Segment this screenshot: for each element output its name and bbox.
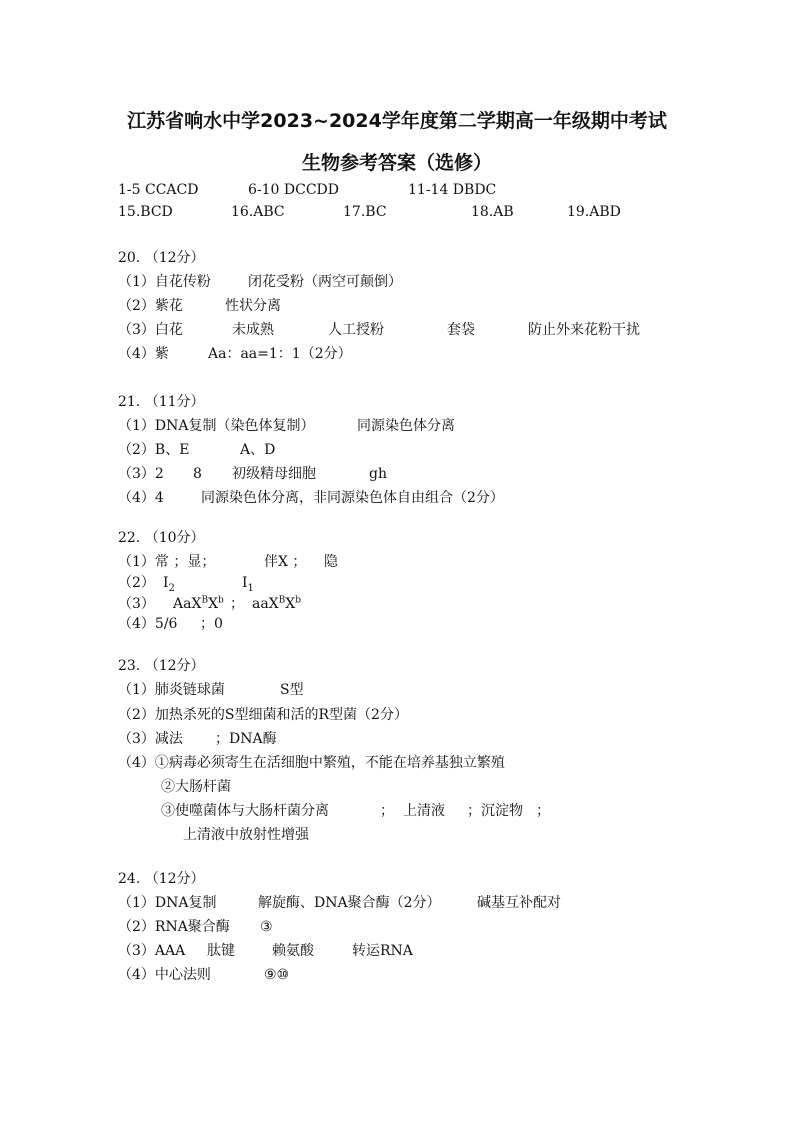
answer-text: 8 bbox=[193, 466, 202, 482]
answer-text: （2）RNA聚合酶 bbox=[118, 919, 230, 935]
page-title: 江苏省响水中学2023~2024学年度第二学期高一年级期中考试 bbox=[127, 110, 667, 132]
answer-text: ③使噬菌体与大肠杆菌分离 bbox=[161, 803, 329, 819]
answer-text: （2）B、E bbox=[118, 442, 190, 458]
answer-text: 伴X ； bbox=[264, 554, 307, 570]
answer-text: 性状分离 bbox=[225, 298, 281, 314]
answer-text: A、D bbox=[240, 442, 276, 458]
answer-text: （4）①病毒必须寄生在活细胞中繁殖，不能在培养基独立繁殖 bbox=[118, 755, 505, 771]
answer-text: ；DNA酶 bbox=[215, 731, 277, 747]
mc-17: 17.BC bbox=[343, 204, 387, 220]
mc-range-6-10: 6-10 DCCDD bbox=[248, 182, 339, 198]
answer-generation: $Ⅰ_2$ bbox=[163, 575, 175, 594]
answer-text: gh bbox=[369, 466, 387, 482]
answer-text: ③ bbox=[260, 919, 273, 935]
answer-text: ；沉淀物 bbox=[467, 803, 523, 819]
answer-text: 上清液 bbox=[403, 803, 445, 819]
answer-text: （1）DNA复制 bbox=[118, 895, 217, 911]
mc-16: 16.ABC bbox=[231, 204, 285, 220]
answer-text: 同源染色体分离 bbox=[357, 418, 455, 434]
question-header: 22. （10分） bbox=[118, 530, 205, 546]
answer-text: （2）加热杀死的S型细菌和活的R型菌（2分） bbox=[118, 707, 408, 723]
answer-text: （4）5/6 bbox=[118, 616, 178, 632]
answer-text: 防止外来花粉干扰 bbox=[528, 322, 640, 338]
answer-text: （4）中心法则 bbox=[118, 967, 211, 983]
mc-19: 19.ABD bbox=[567, 204, 621, 220]
answer-text: S型 bbox=[280, 682, 304, 698]
answer-text: （2）紫花 bbox=[118, 298, 183, 314]
answer-text: ； bbox=[380, 803, 394, 819]
answer-text: 同源染色体分离，非同源染色体自由组合（2分） bbox=[201, 490, 504, 506]
answer-text: （2） bbox=[118, 575, 155, 591]
answer-text: ②大肠杆菌 bbox=[161, 779, 231, 795]
answer-text: 初级精母细胞 bbox=[232, 466, 316, 482]
answer-text: ⑨⑩ bbox=[264, 967, 290, 983]
answer-text: （3）减法 bbox=[118, 731, 183, 747]
answer-text: （3）AAA bbox=[118, 943, 186, 959]
answer-text: 肽键 bbox=[207, 943, 235, 959]
answer-text: 未成熟 bbox=[232, 322, 274, 338]
mc-range-1-5: 1-5 CCACD bbox=[118, 182, 199, 198]
separator: ； bbox=[230, 596, 244, 612]
answer-generation: $Ⅰ_1$ bbox=[242, 575, 254, 594]
answer-text: （3）白花 bbox=[118, 322, 183, 338]
genotype: $aaX^BX^b$ bbox=[252, 595, 302, 612]
answer-text: 赖氨酸 bbox=[272, 943, 314, 959]
answer-text: ； bbox=[536, 803, 550, 819]
page-subtitle: 生物参考答案（选修） bbox=[301, 152, 492, 174]
question-header: 20. （12分） bbox=[118, 250, 205, 266]
answer-text: ；0 bbox=[200, 616, 223, 632]
answer-text: 隐 bbox=[324, 554, 338, 570]
answer-text: 人工授粉 bbox=[328, 322, 384, 338]
answer-text: 解旋酶、DNA聚合酶（2分） bbox=[258, 895, 441, 911]
answer-text: 上清液中放射性增强 bbox=[183, 827, 309, 843]
answer-text: （3） bbox=[118, 596, 155, 612]
answer-text: 碱基互补配对 bbox=[477, 895, 561, 911]
question-header: 24. （12分） bbox=[118, 871, 205, 887]
mc-18: 18.AB bbox=[471, 204, 514, 220]
mc-15: 15.BCD bbox=[118, 204, 173, 220]
answer-text: 转运RNA bbox=[352, 943, 413, 959]
answer-text: （1）自花传粉 bbox=[118, 274, 211, 290]
answer-text: （1）DNA复制（染色体复制） bbox=[118, 418, 315, 434]
answer-text: （3）2 bbox=[118, 466, 164, 482]
question-header: 23. （12分） bbox=[118, 658, 205, 674]
answer-text: （4）4 bbox=[118, 490, 164, 506]
mc-range-11-14: 11-14 DBDC bbox=[408, 182, 497, 198]
answer-text: （1）肺炎链球菌 bbox=[118, 682, 225, 698]
answer-text: （4）紫 bbox=[118, 346, 169, 362]
question-header: 21. （11分） bbox=[118, 394, 205, 410]
answer-text: 套袋 bbox=[447, 322, 475, 338]
answer-text: （1）常 ；显； bbox=[118, 554, 216, 570]
genotype: $AaX^BX^b$ bbox=[173, 595, 224, 612]
answer-text: 闭花受粉（两空可颠倒） bbox=[248, 274, 402, 290]
answer-text: Aa：aa=1：1（2分） bbox=[208, 346, 352, 362]
